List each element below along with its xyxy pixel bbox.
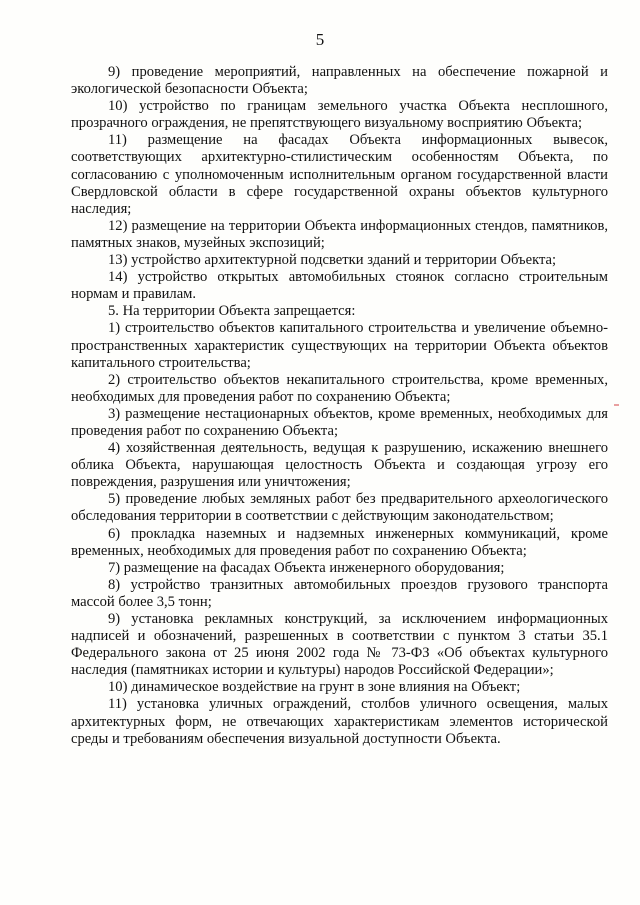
paragraph-item: 9) проведение мероприятий, направленных на обеспечение пожарной и экологической безопасности Объекта;	[71, 64, 608, 98]
paragraph-item: 9) установка рекламных конструкций, за исключением информационных надписей и обозначений, разрешенных в соответствии с пунктом 3 статьи 35.1 Федерального закона от 25 июня 2002 года № 73-ФЗ «Об объектах культурного наследия (памятниках истории и культуры) народов Российской Федерации»;	[71, 611, 608, 679]
paragraph-item: 11) размещение на фасадах Объекта информационных вывесок, соответствующих архитектурно-стилистическим особенностям Объекта, по согласованию с уполномоченным исполнительным органом государственной власти Свердловской области в сфере государственной охраны объектов культурного наследия;	[71, 132, 608, 217]
paragraph-item: 1) строительство объектов капитального строительства и увеличение объемно-пространственных характеристик существующих на территории Объекта объектов капитального строительства;	[71, 320, 608, 371]
paragraph-item: 6) прокладка наземных и надземных инженерных коммуникаций, кроме временных, необходимых для проведения работ по сохранению Объекта;	[71, 525, 608, 559]
paragraph-item: 2) строительство объектов некапитального строительства, кроме временных, необходимых для проведения работ по сохранению Объекта;	[71, 371, 608, 405]
paragraph-item: 4) хозяйственная деятельность, ведущая к разрушению, искажению внешнего облика Объекта, нарушающая целостность Объекта и создающая угрозу его повреждения, разрушения или уничтожения;	[71, 440, 608, 491]
paragraph-item: 13) устройство архитектурной подсветки зданий и территории Объекта;	[108, 252, 557, 269]
scan-artifact	[614, 404, 619, 406]
paragraph-item: 7) размещение на фасадах Объекта инженерного оборудования;	[108, 559, 505, 576]
paragraph-item: 5) проведение любых земляных работ без предварительного археологического обследования территории в соответствии с действующим законодательством;	[71, 491, 608, 525]
paragraph-item: 10) динамическое воздействие на грунт в зоне влияния на Объект;	[108, 679, 521, 696]
paragraph-item: 14) устройство открытых автомобильных стоянок согласно строительным нормам и правилам.	[71, 269, 608, 303]
section-heading: 5. На территории Объекта запрещается:	[108, 303, 356, 320]
paragraph-item: 10) устройство по границам земельного участка Объекта несплошного, прозрачного ограждения, не препятствующего визуальному восприятию Объекта;	[71, 98, 608, 132]
paragraph-item: 3) размещение нестационарных объектов, кроме временных, необходимых для проведения работ по сохранению Объекта;	[71, 405, 608, 439]
paragraph-item: 8) устройство транзитных автомобильных проездов грузового транспорта массой более 3,5 тонн;	[71, 576, 608, 610]
page-number: 5	[315, 30, 325, 49]
paragraph-item: 11) установка уличных ограждений, столбов уличного освещения, малых архитектурных форм, не отвечающих характеристикам элементов исторической среды и требованиям обеспечения визуальной доступности Объекта.	[71, 696, 608, 747]
paragraph-item: 12) размещение на территории Объекта информационных стендов, памятников, памятных знаков, музейных экспозиций;	[71, 217, 608, 251]
document-body	[71, 64, 608, 748]
